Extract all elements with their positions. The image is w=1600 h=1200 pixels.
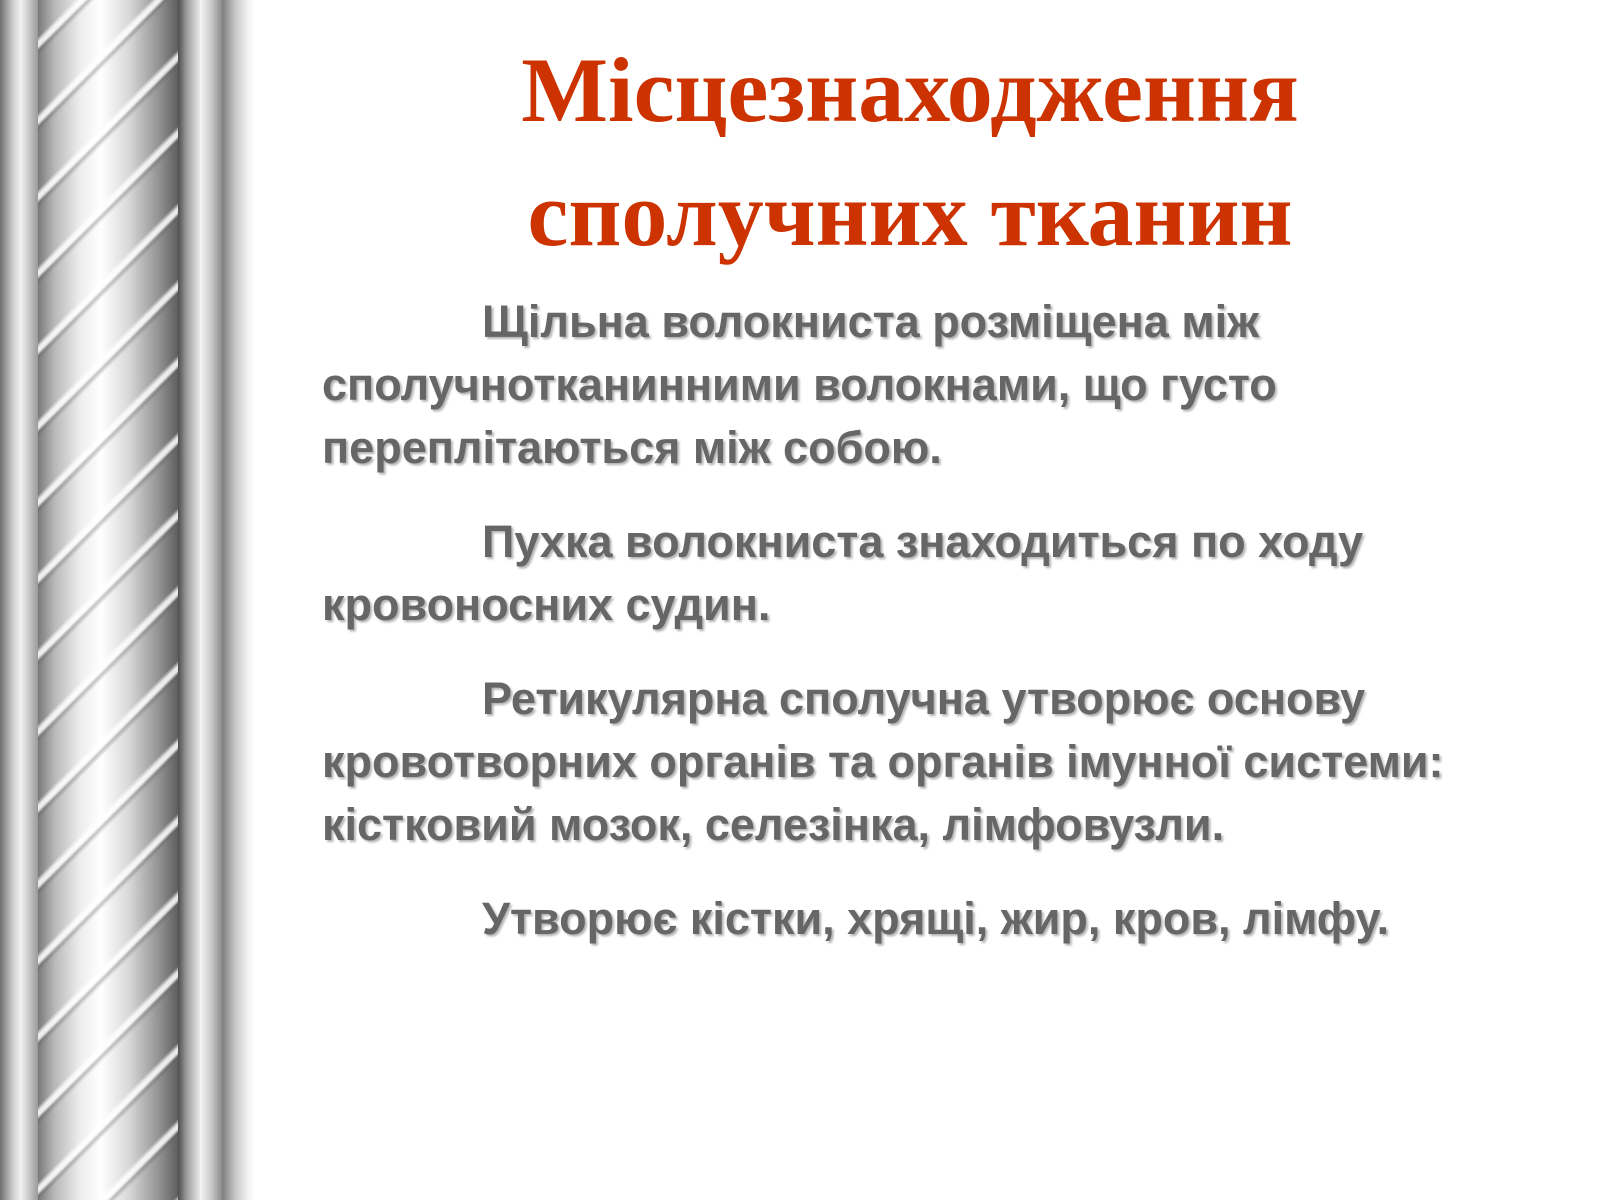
paragraph-dense-fibrous: Щільна волокниста розміщена між сполучнотканинними волокнами, що густо переплітаються між собою. <box>322 296 1277 473</box>
column-stripes <box>38 0 178 1200</box>
slide-title <box>300 28 1520 276</box>
column-edge-band <box>0 0 38 1200</box>
paragraph-forms-tissues: Утворює кістки, хрящі, жир, кров, лімфу. <box>482 893 1390 944</box>
column-gap-band <box>178 0 200 1200</box>
paragraph-loose-fibrous: Пухка волокниста знаходиться по ходу кровоносних судин. <box>322 516 1364 630</box>
title-line-1: Місцезнаходження <box>521 39 1299 141</box>
column-pillar-band <box>200 0 222 1200</box>
paragraph-reticular: Ретикулярна сполучна утворює основу кровотворних органів та органів імунної системи: кістковий мозок, селезінка, лімфовузли. <box>322 673 1444 850</box>
column-shadow-band <box>222 0 255 1200</box>
decorative-column <box>0 0 255 1200</box>
slide-body <box>322 290 1462 981</box>
title-line-2: сполучних тканин <box>527 163 1293 265</box>
